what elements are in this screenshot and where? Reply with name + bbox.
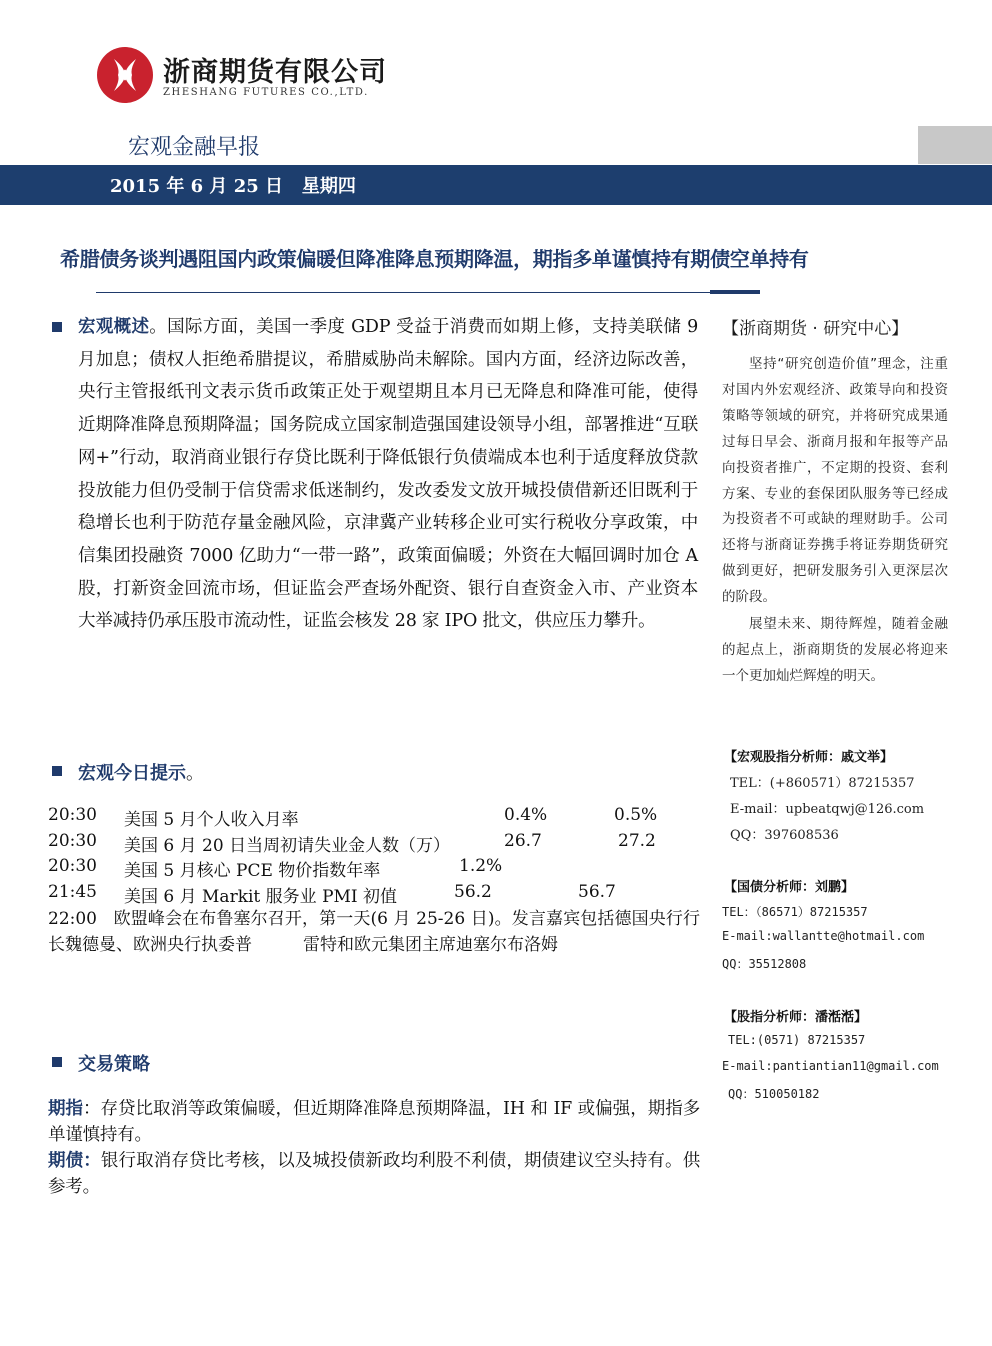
calendar-summit [48,906,700,958]
analyst-email[interactable]: E-mail:wallantte@hotmail.com [722,929,925,943]
headline-rule [96,292,710,293]
strategy-item [48,1096,700,1148]
company-logo [96,46,154,104]
analyst-qq: QQ：510050182 [728,1087,820,1101]
analyst-qq: QQ：35512808 [722,957,807,971]
report-date [110,172,356,198]
strategy-item [48,1148,700,1200]
weekday-value: 星期四 [301,176,356,197]
summit-time: 22:00 [48,909,97,929]
calendar-value-a: 26.7 [504,831,542,851]
company-name-cn: 浙商期货有限公司 [163,57,387,88]
calendar-event: 美国 5 月核心 PCE 物价指数年率 [124,861,381,881]
analyst-title: 【股指分析师：潘湉湉】 [724,1010,868,1025]
overview-title: 宏观概述 [78,317,150,337]
analyst-tel: TEL：（86571）87215357 [722,905,868,919]
company-name-en: ZHESHANG FUTURES CO.,LTD. [163,87,369,98]
sidebar-intro: 坚持“研究创造价值”理念，注重对国内外宏观经济、政策导向和投资策略等领域的研究，并将研究成果通过每日早会、浙商月报和年报等产品向投资者推广，不定期的投资、套利方案、专业的套保团队服务等已经成为投资者不可或缺的理财助手。公司还将与浙商证券携手将证券期货研究做到更好，把研发服务引入更深层次的阶段。 [722,356,948,606]
date-value: 2015 年 6 月 25 日 [110,176,284,197]
strategy-text: 银行取消存贷比考核，以及城投债新政均利股不利债，期债建议空头持有。供参考。 [48,1151,700,1197]
bullet-icon [52,766,62,776]
strategy-label: 期指 [48,1099,84,1119]
calendar-time: 20:30 [48,805,97,825]
calendar-event: 美国 6 月 Markit 服务业 PMI 初值 [124,887,398,907]
calendar-event: 美国 6 月 20 日当周初请失业金人数（万） [124,836,451,856]
bullet-icon [52,1057,62,1067]
analyst-email[interactable]: E-mail：upbeatqwj@126.com [730,802,925,817]
sidebar-heading: 【浙商期货 · 研究中心】 [722,319,909,339]
header-accent-block [918,126,992,164]
strategy-label: 期债 [48,1151,84,1171]
calendar-value-a: 56.2 [454,882,492,902]
overview-text: 。国际方面，美国一季度 GDP 受益于消费而如期上修，支持美联储 9 月加息；债权人拒绝希腊提议，希腊威胁尚未解除。国内方面，经济边际改善，央行主管报纸刊文表示货币政策正处于观望期且本月已无降息和降准可能，使得近期降准降息预期降温；国务院成立国家制造强国建设领导小组，部署推进“互联网+”行动，取消商业银行存贷比既利于降低银行负债端成本也利于适度释放贷款投放能力但仍受制于信贷需求低迷制约，发改委发文放开城投债借新还旧既利于稳增长也利于防范存量金融风险，京津冀产业转移企业可实行税收分享政策，中信集团投融资 7000 亿助力“一带一路”，政策面偏暖；外资在大幅回调时加仓 A 股，打新资金回流市场，但证监会严查场外配资、银行自查资金入市、产业资本大举减持仍承压股市流动性，证监会核发 28 家 IPO 批文，供应压力攀升。 [78,317,698,632]
calendar-value-b: 56.7 [578,882,616,902]
strategy-title: 交易策略 [78,1054,150,1075]
calendar-time: 20:30 [48,831,97,851]
headline-rule-accent [710,290,760,294]
calendar-title [78,759,204,785]
analyst-title: 【宏观股指分析师：戚文举】 [724,750,894,765]
report-title: 宏观金融早报 [128,135,261,160]
analyst-title: 【国债分析师：刘鹏】 [724,880,855,895]
analyst-tel: TEL:(0571) 87215357 [728,1033,866,1047]
calendar-value-a: 0.4% [504,805,548,825]
macro-overview [78,311,698,638]
bullet-icon [52,322,62,332]
calendar-value-b: 0.5% [614,805,658,825]
analyst-qq: QQ：397608536 [730,828,839,843]
strategy-text: 存贷比取消等政策偏暖，但近期降准降息预期降温，IH 和 IF 或偏强，期指多单谨慎持有。 [48,1099,700,1145]
strategy-sep: ： [83,1099,101,1119]
analyst-email[interactable]: E-mail:pantiantian11@gmail.com [722,1059,939,1073]
calendar-title-text: 宏观今日提示 [78,763,186,784]
calendar-event: 美国 5 月个人收入月率 [124,810,299,830]
calendar-value-b: 27.2 [618,831,656,851]
sidebar-outlook: 展望未来、期待辉煌，随着金融的起点上，浙商期货的发展必将迎来一个更加灿烂辉煌的明天。 [722,616,948,684]
summit-text: 欧盟峰会在布鲁塞尔召开，第一天(6 月 25-26 日)。发言嘉宾包括德国央行行长魏德曼、欧洲央行执委普 雷特和欧元集团主席迪塞尔布洛姆 [48,909,700,955]
calendar-value-a: 1.2% [459,856,503,876]
calendar-title-suffix: 。 [186,763,204,784]
calendar-time: 21:45 [48,882,97,902]
strategy-sep: ： [83,1151,101,1171]
calendar-time: 20:30 [48,856,97,876]
analyst-tel: TEL：(+860571）87215357 [730,776,915,791]
headline: 希腊债务谈判遇阻国内政策偏暖但降准降息预期降温，期指多单谨慎持有期债空单持有 [60,247,809,271]
